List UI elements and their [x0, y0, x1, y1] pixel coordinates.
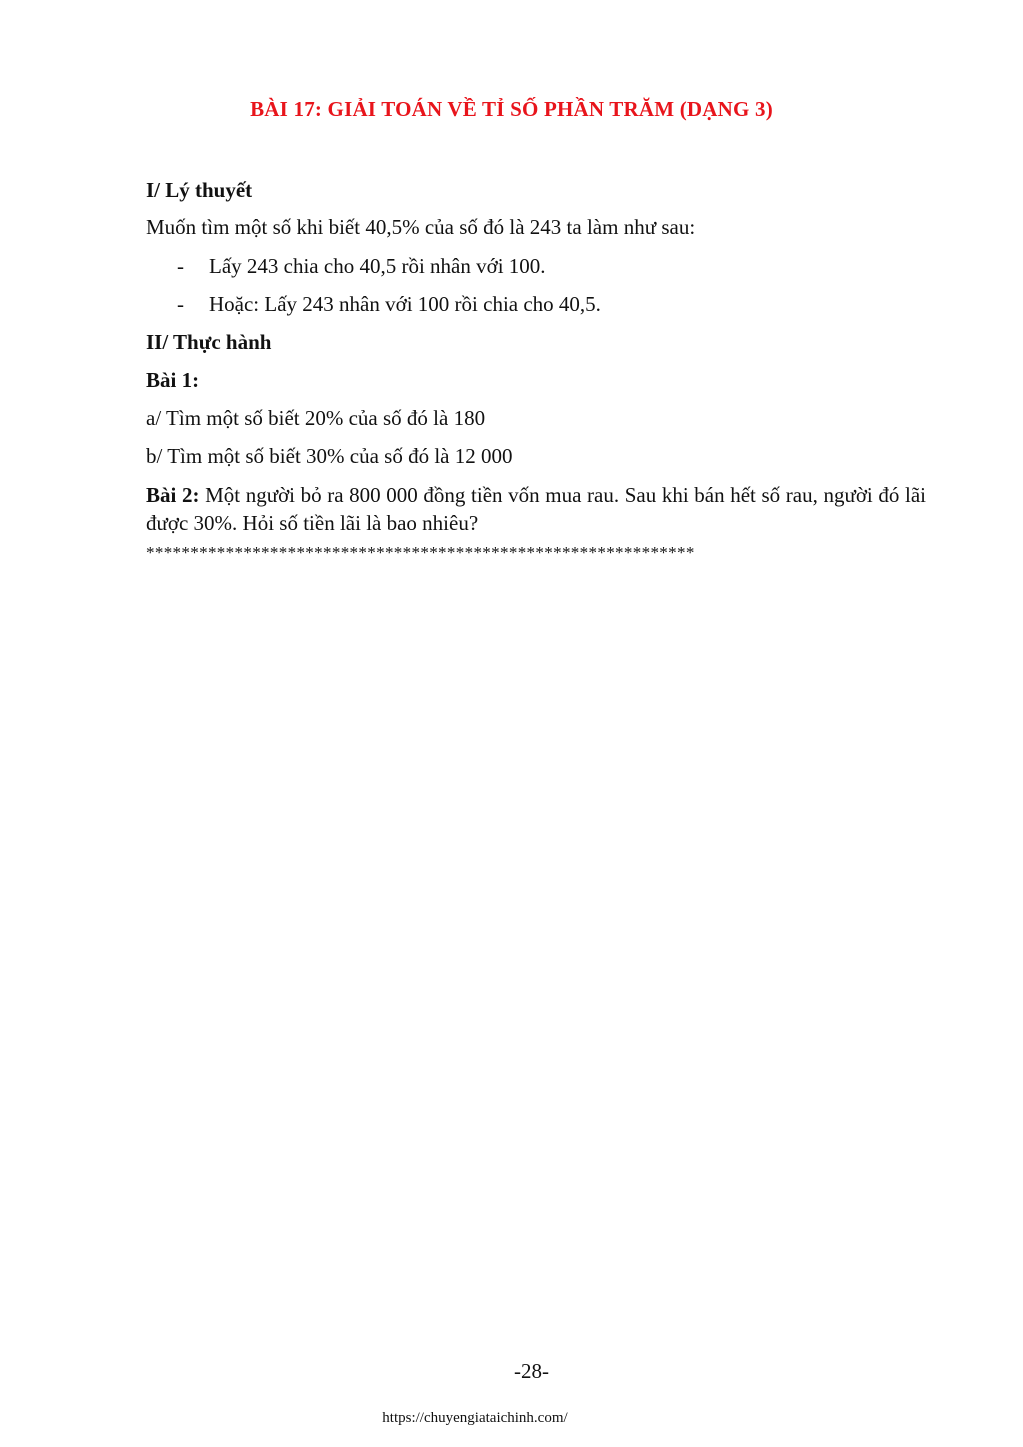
exercise-1-part-a: a/ Tìm một số biết 20% của số đó là 180 [146, 406, 486, 430]
exercise-1-part-b: b/ Tìm một số biết 30% của số đó là 12 000 [146, 444, 513, 468]
exercise-2-text: Một người bỏ ra 800 000 đồng tiền vốn mua rau. Sau khi bán hết số rau, người đó lãi được 30%. Hỏi số tiền lãi là bao nhiêu? [146, 483, 926, 535]
exercise-1-label: Bài 1: [146, 368, 200, 392]
footer-url: https://chuyengiataichinh.com/ [382, 1410, 568, 1426]
page-number: -28- [514, 1359, 549, 1383]
bullet-dash: - [177, 254, 184, 278]
exercise-2 [146, 481, 926, 537]
exercise-2-label: Bài 2: [146, 483, 200, 507]
practice-heading: II/ Thực hành [146, 330, 272, 354]
theory-bullet-text: Lấy 243 chia cho 40,5 rồi nhân với 100. [209, 254, 546, 278]
theory-intro: Muốn tìm một số khi biết 40,5% của số đó là 243 ta làm như sau: [146, 215, 696, 239]
lesson-title: BÀI 17: GIẢI TOÁN VỀ TỈ SỐ PHẦN TRĂM (DẠNG 3) [250, 97, 773, 121]
theory-bullet-text: Hoặc: Lấy 243 nhân với 100 rồi chia cho 40,5. [209, 292, 601, 316]
theory-heading: I/ Lý thuyết [146, 178, 253, 202]
separator-line: ************************************************************** [146, 543, 695, 562]
bullet-dash: - [177, 292, 184, 316]
